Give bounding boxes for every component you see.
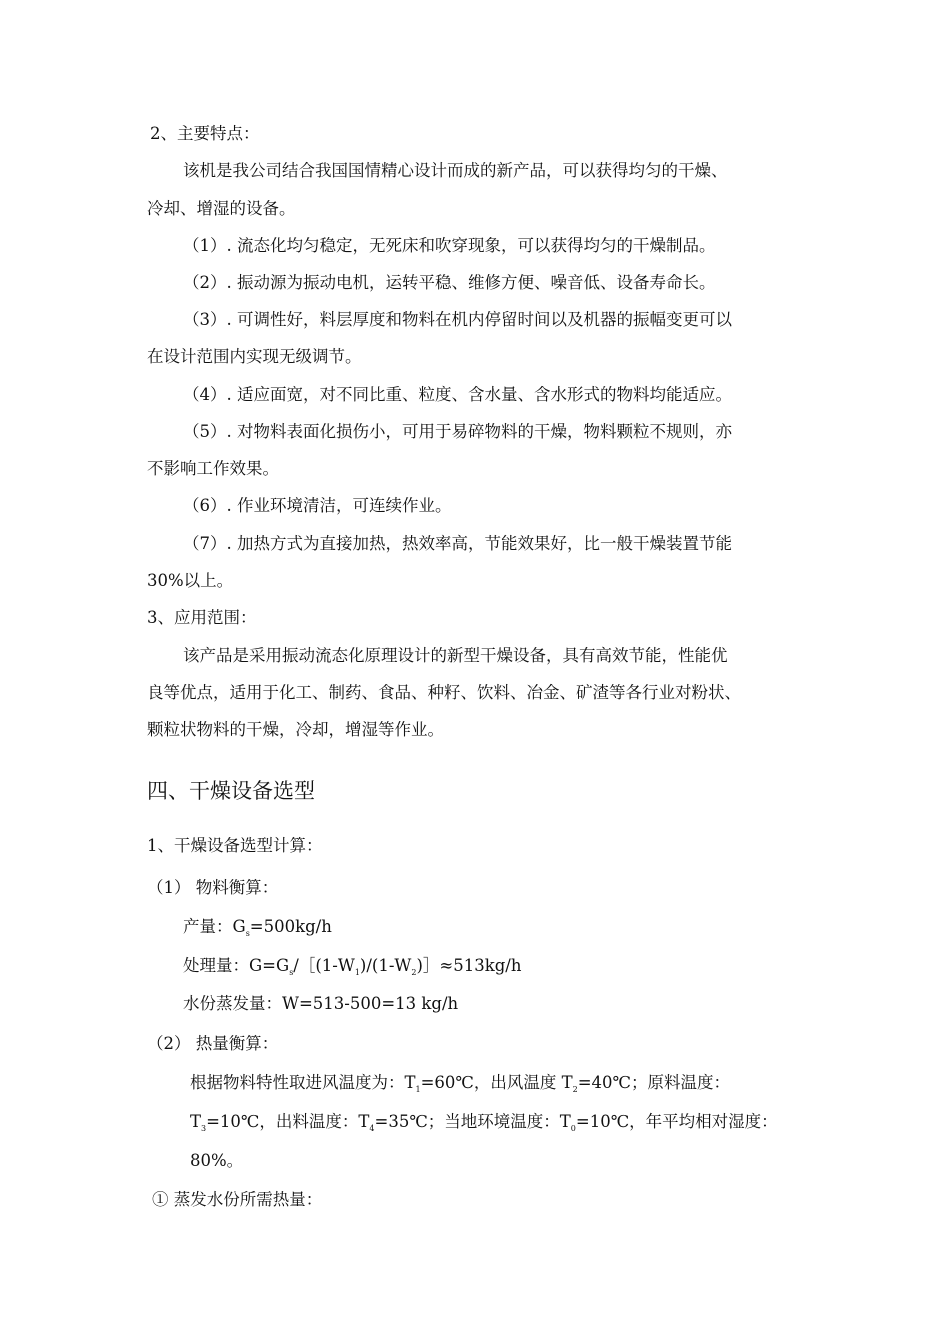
- feature-item-3: （3）. 可调性好，料层厚度和物料在机内停留时间以及机器的振幅变更可以: [183, 310, 732, 329]
- processing-formula: 处理量：$G=G_s/[(1-W_1)/(1-W_2)]\approx 513kg/h$: [183, 956, 522, 977]
- temperature-line-1: 根据物料特性取进风温度为：$T_1=60℃$，出风温度 $T_2=40℃$；原料温度：: [190, 1073, 731, 1094]
- evaporation-formula: 水份蒸发量：W=513-500=13 kg/h: [183, 994, 459, 1013]
- chapter-4-heading: 四、干燥设备选型: [147, 779, 315, 803]
- feature-item-5: （5）. 对物料表面化损伤小，可用于易碎物料的干燥，物料颗粒不规则，亦: [183, 422, 732, 441]
- paragraph-line: 冷却、增湿的设备。: [147, 199, 296, 218]
- feature-item-4: （4）. 适应面宽，对不同比重、粒度、含水量、含水形式的物料均能适应。: [183, 385, 732, 404]
- paragraph-line: 该产品是采用振动流态化原理设计的新型干燥设备，具有高效节能，性能优: [183, 646, 728, 665]
- feature-item-3-cont: 在设计范围内实现无级调节。: [147, 347, 362, 366]
- feature-item-7-cont: 30%以上。: [147, 571, 234, 590]
- feature-item-6: （6）. 作业环境清洁，可连续作业。: [183, 496, 452, 515]
- temperature-line-2: $T_3=10℃$，出料温度：$T_4=35℃$；当地环境温度：$T_0=10℃$，年平均相对湿度：: [190, 1112, 778, 1133]
- section-2-title: 2、主要特点：: [150, 124, 260, 143]
- humidity-value: 80%。: [190, 1151, 244, 1170]
- paragraph-line: 良等优点，适用于化工、制药、食品、种籽、饮料、冶金、矿渣等各行业对粉状、: [147, 683, 741, 702]
- paragraph-line: 该机是我公司结合我国国情精心设计而成的新产品，可以获得均匀的干燥、: [183, 161, 728, 180]
- section-3-title: 3、应用范围：: [147, 608, 257, 627]
- feature-item-7: （7）. 加热方式为直接加热，热效率高，节能效果好，比一般干燥装置节能: [183, 534, 732, 553]
- feature-item-5-cont: 不影响工作效果。: [147, 459, 279, 478]
- heat-balance-label: （2） 热量衡算：: [147, 1034, 279, 1053]
- feature-item-1: （1）. 流态化均匀稳定，无死床和吹穿现象，可以获得均匀的干燥制品。: [183, 236, 716, 255]
- mass-balance-label: （1） 物料衡算：: [147, 878, 279, 897]
- output-formula: 产量：$G_s=500kg/h$: [183, 917, 332, 938]
- paragraph-line: 颗粒状物料的干燥，冷却，增湿等作业。: [147, 720, 444, 739]
- evaporation-heat-label: ① 蒸发水份所需热量：: [152, 1190, 323, 1209]
- feature-item-2: （2）. 振动源为振动电机，运转平稳、维修方便、噪音低、设备寿命长。: [183, 273, 716, 292]
- subsection-1-title: 1、干燥设备选型计算：: [147, 836, 323, 855]
